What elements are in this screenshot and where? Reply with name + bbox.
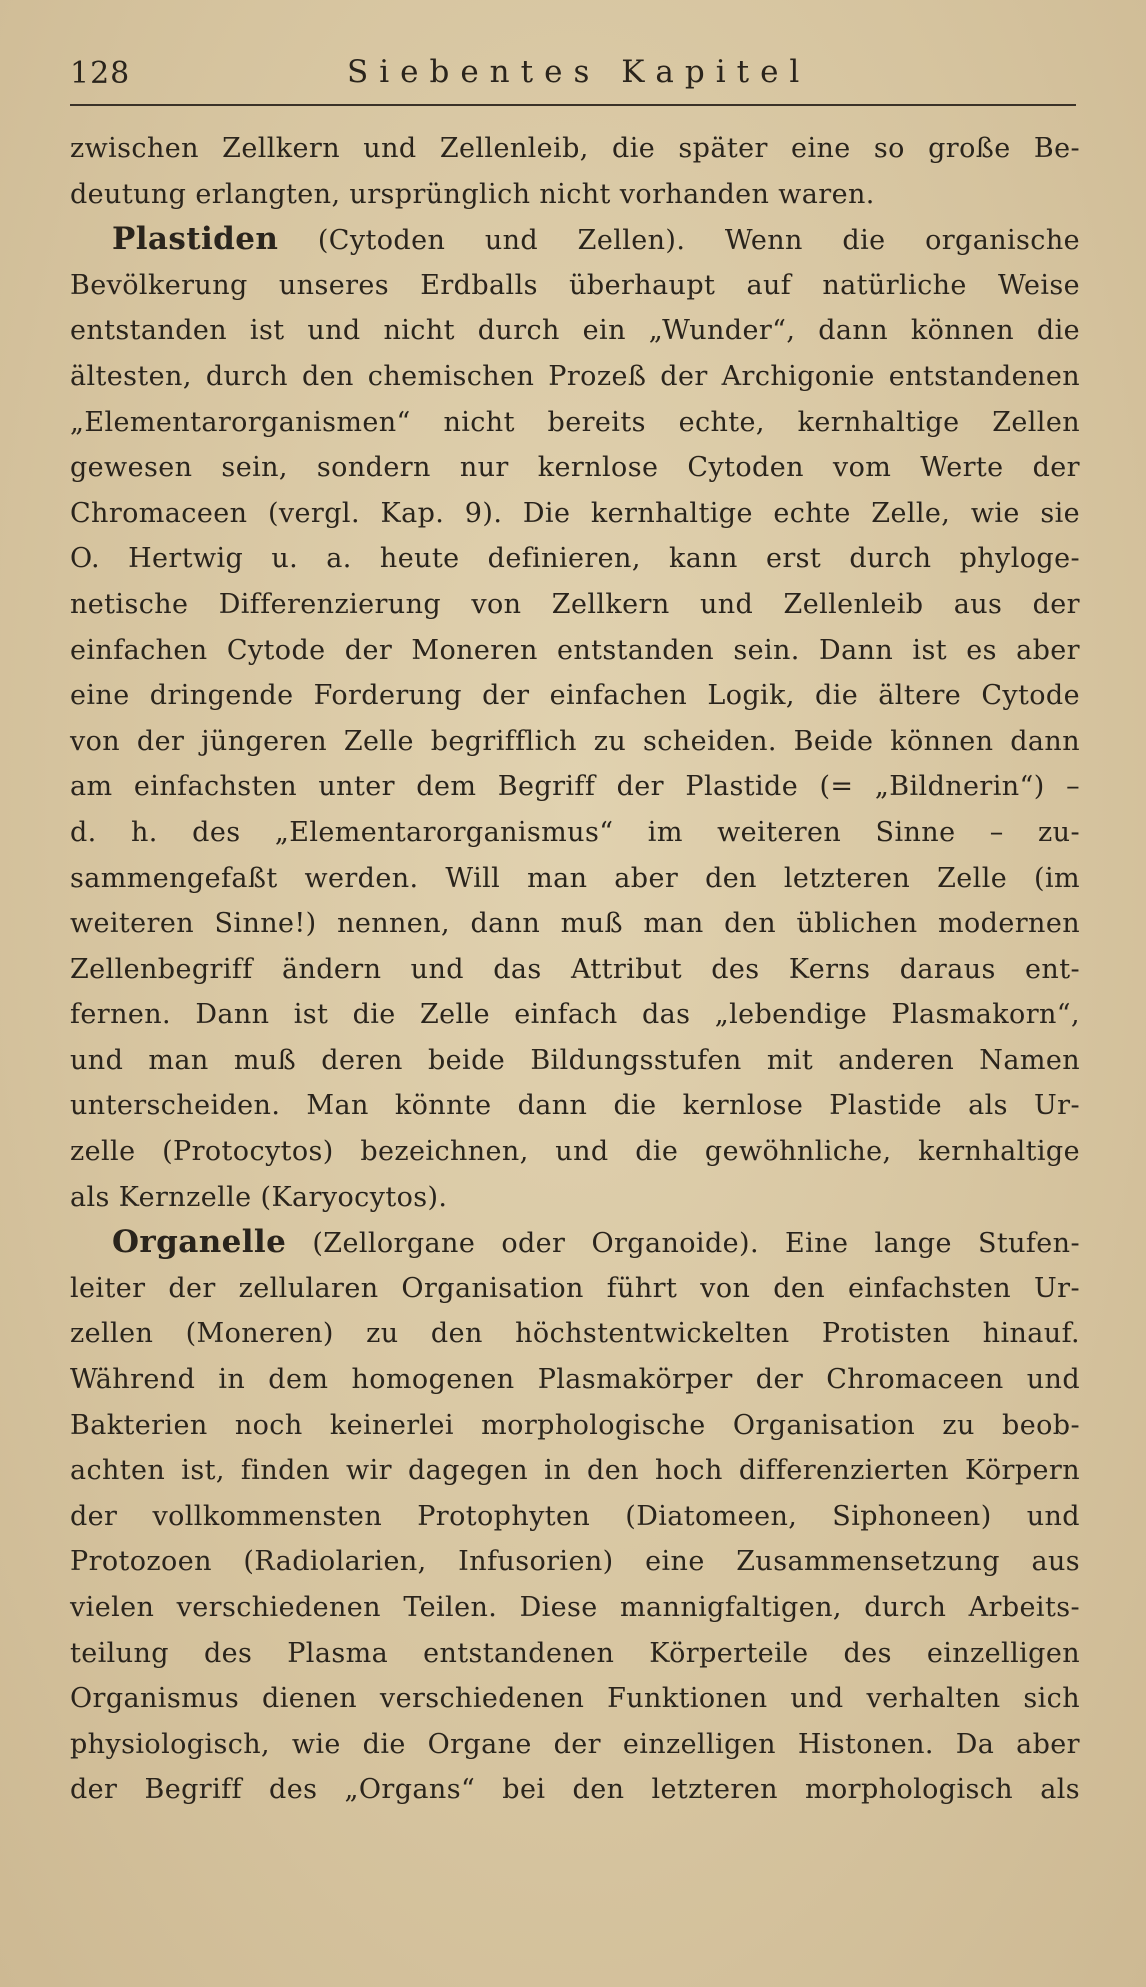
chapter-title: Siebentes Kapitel <box>347 54 811 90</box>
text-line: zwischen Zellkern und Zellenleib, die später eine so große Be- <box>70 133 1080 164</box>
text-line: der vollkommensten Protophyten (Diatomeen, Siphoneen) und <box>70 1500 1080 1532</box>
text-line: Zellenbegriff ändern und das Attribut des Kerns daraus ent- <box>70 953 1080 985</box>
line-text: (Zellorgane oder Organoide). Eine lange Stufen- <box>286 1228 1080 1260</box>
line-text: (Cytoden und Zellen). Wenn die organische <box>278 225 1080 257</box>
page-number: 128 <box>70 56 131 91</box>
text-line: physiologisch, wie die Organe der einzelligen Histonen. Da aber <box>70 1728 1080 1760</box>
text-line: Bakterien noch keinerlei morphologische Organisation zu beob- <box>70 1409 1080 1441</box>
text-line: eine dringende Forderung der einfachen Logik, die ältere Cytode <box>70 680 1080 712</box>
running-head <box>70 52 1076 106</box>
text-line: unterscheiden. Man könnte dann die kernlose Plastide als Ur- <box>70 1090 1080 1122</box>
text-line: der Begriff des „Organs“ bei den letzteren morphologisch als <box>70 1774 1080 1806</box>
text-line: gewesen sein, sondern nur kernlose Cytoden vom Werte der <box>70 452 1080 484</box>
text-line: „Elementarorganismen“ nicht bereits echte, kernhaltige Zellen <box>70 406 1080 438</box>
text-line: entstanden ist und nicht durch ein „Wunder“, dann können die <box>70 315 1080 347</box>
text-line: und man muß deren beide Bildungsstufen mit anderen Namen <box>70 1044 1080 1076</box>
text-line: achten ist, finden wir dagegen in den hoch differenzierten Körpern <box>70 1455 1080 1487</box>
text-line: teilung des Plasma entstandenen Körperteile des einzelligen <box>70 1637 1080 1669</box>
body-text <box>70 126 1080 1813</box>
text-line: Chromaceen (vergl. Kap. 9). Die kernhaltige echte Zelle, wie sie <box>70 497 1080 529</box>
text-line <box>70 1220 1080 1266</box>
text-line <box>70 217 1080 263</box>
text-line: Bevölkerung unseres Erdballs überhaupt auf natürliche Weise <box>70 269 1080 301</box>
text-line: deutung erlangten, ursprünglich nicht vorhanden waren. <box>70 178 875 210</box>
text-line: O. Hertwig u. a. heute definieren, kann erst durch phyloge- <box>70 543 1080 575</box>
text-line: weiteren Sinne!) nennen, dann muß man den üblichen modernen <box>70 908 1080 940</box>
text-line: Protozoen (Radiolarien, Infusorien) eine Zusammensetzung aus <box>70 1546 1080 1578</box>
text-line: netische Differenzierung von Zellkern und Zellenleib aus der <box>70 588 1080 620</box>
text-line: Während in dem homogenen Plasmakörper der Chromaceen und <box>70 1364 1080 1396</box>
text-line: ältesten, durch den chemischen Prozeß der Archigonie entstandenen <box>70 360 1080 392</box>
text-line: als Kernzelle (Karyocytos). <box>70 1181 448 1213</box>
book-page <box>70 52 1080 1813</box>
paragraph-heading: Plastiden <box>112 221 279 258</box>
text-line: am einfachsten unter dem Begriff der Plastide (= „Bildnerin“) – <box>70 771 1080 803</box>
text-line: d. h. des „Elementarorganismus“ im weiteren Sinne – zu- <box>70 816 1080 848</box>
text-line: leiter der zellularen Organisation führt von den einfachsten Ur- <box>70 1272 1080 1304</box>
text-line: Organismus dienen verschiedenen Funktionen und verhalten sich <box>70 1683 1080 1715</box>
paragraph-heading: Organelle <box>112 1224 287 1261</box>
text-line: zelle (Protocytos) bezeichnen, und die gewöhnliche, kernhaltige <box>70 1136 1080 1168</box>
text-line: fernen. Dann ist die Zelle einfach das „lebendige Plasmakorn“, <box>70 999 1080 1031</box>
text-line: sammengefaßt werden. Will man aber den letzteren Zelle (im <box>70 862 1080 894</box>
text-line: von der jüngeren Zelle begrifflich zu scheiden. Beide können dann <box>70 725 1080 757</box>
text-line: zellen (Moneren) zu den höchstentwickelten Protisten hinauf. <box>70 1318 1080 1350</box>
text-line: einfachen Cytode der Moneren entstanden sein. Dann ist es aber <box>70 634 1080 666</box>
text-line: vielen verschiedenen Teilen. Diese mannigfaltigen, durch Arbeits- <box>70 1592 1080 1623</box>
